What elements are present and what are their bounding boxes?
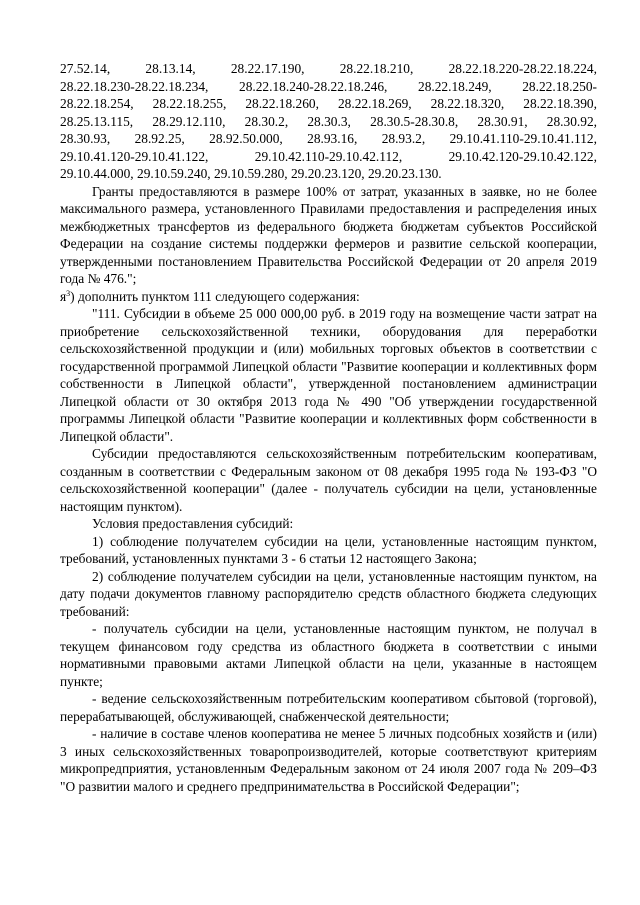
code-item: 28.22.18.250- — [522, 78, 597, 94]
code-item: 28.22.18.230-28.22.18.234, — [60, 78, 209, 94]
code-item: 28.22.18.240-28.22.18.246, — [239, 78, 388, 94]
condition-1: 1) соблюдение получателем субсидии на цели, установленные настоящим пунктом, требований, установленных пунктами 3 - 6 статьи 12 настоящего Закона; — [60, 533, 597, 566]
code-item: 28.30.93, — [60, 131, 111, 146]
grants-paragraph: Гранты предоставляются в размере 100% от затрат, указанных в заявке, но не более максимального размера, установленного Правилами предоставления и распределения иных межбюджетных трансфертов из федерального бюджета бюджетам субъектов Российской Федерации на создание системы поддержки фермеров и развитие сельской кооперации, утвержденными постановлением Правительства Российской Федерации от 20 апреля 2019 года № 476."; — [60, 183, 597, 286]
code-item: 28.22.18.249, — [418, 78, 492, 94]
amendment-line — [60, 288, 597, 306]
code-item: 28.22.18.255, — [152, 96, 227, 111]
code-item: 28.22.18.254, — [60, 96, 134, 111]
codes-line — [60, 113, 597, 131]
code-item: 28.30.3, — [307, 113, 351, 129]
code-item: 28.25.13.115, — [60, 113, 134, 129]
amendment-superscript: 3 — [66, 288, 71, 298]
condition-2: 2) соблюдение получателем субсидии на цели, установленные настоящим пунктом, на дату подачи документов главному распорядителю средств областного бюджета следующих требований: — [60, 568, 597, 619]
requirement-2: - ведение сельскохозяйственным потребительским кооперативом сбытовой (торговой), перерабатывающей, обслуживающей, снабженческой деятельности; — [60, 691, 597, 724]
code-item: 27.52.14, — [60, 61, 111, 76]
code-item: 28.30.5-28.30.8, — [370, 113, 459, 129]
code-item: 28.22.18.220-28.22.18.224, — [448, 61, 597, 76]
code-item: 29.10.42.120-29.10.42.122, — [448, 148, 597, 164]
item-111-paragraph: "111. Субсидии в объеме 25 000 000,00 руб. в 2019 году на возмещение части затрат на приобретение сельскохозяйственной техники, оборудования для переработки сельскохозяйственной продукции и (или) мобильных торговых объектов в соответствии с государственной программой Липецкой области "Развитие кооперации и коллективных форм собственности в Липецкой области", утвержденной постановлением администрации Липецкой области от 30 октября 2013 года № 490 "Об утверждении государственной программы Липецкой области "Развитие кооперации и коллективных форм собственности в Липецкой области". — [60, 306, 597, 444]
codes-line — [60, 60, 597, 78]
conditions-heading: Условия предоставления субсидий: — [92, 516, 294, 531]
requirement-1: - получатель субсидии на цели, установленные настоящим пунктом, не получал в текущем финансовом году средства из областного бюджета в соответствии с иными нормативными правовыми актами Липецкой области на цели, указанные в настоящем пункте; — [60, 621, 597, 689]
code-item: 28.92.50.000, — [209, 131, 283, 146]
code-item: 29.10.42.110-29.10.42.112, — [254, 148, 403, 164]
codes-line — [60, 95, 597, 113]
code-item: 29.10.41.110-29.10.41.112, — [449, 131, 597, 146]
code-item: 28.22.18.269, — [337, 96, 412, 111]
codes-line — [60, 148, 597, 166]
code-item: 28.30.91, — [477, 113, 528, 129]
code-item: 28.22.18.320, — [430, 96, 505, 111]
code-item: 28.30.92, — [546, 113, 597, 129]
code-item: 28.29.12.110, — [152, 113, 226, 129]
subsidies-paragraph: Субсидии предоставляются сельскохозяйственным потребительским кооперативам, созданным в соответствии с Федеральным законом от 08 декабря 1995 года № 193-ФЗ "О сельскохозяйственной кооперации" (далее - получатель субсидии на цели, установленные настоящим пунктом). — [60, 446, 597, 514]
code-item: 28.92.25, — [134, 131, 185, 146]
amendment-letter: я — [60, 288, 67, 304]
code-item: 29.10.41.120-29.10.41.122, — [60, 148, 209, 164]
code-item: 28.93.2, — [381, 131, 426, 146]
codes-line — [60, 130, 597, 148]
code-item: 28.22.17.190, — [230, 61, 305, 76]
document-page — [60, 60, 597, 795]
codes-line — [60, 78, 597, 96]
code-item: 28.30.2, — [244, 113, 289, 129]
code-item: 28.22.18.390, — [523, 96, 597, 111]
requirement-3: - наличие в составе членов кооператива не менее 5 личных подсобных хозяйств и (или) 3 иных сельскохозяйственных товаропроизводителей, которые соответствуют критериям микропредприятия, установленным Федеральным законом от 24 июля 2007 года № 209–ФЗ "О развитии малого и среднего предпринимательства в Российской Федерации"; — [60, 726, 597, 794]
okpd-codes-block — [60, 60, 597, 183]
amendment-text: ) дополнить пунктом 111 следующего содержания: — [70, 288, 360, 304]
code-item: 28.22.18.260, — [245, 96, 319, 111]
code-item: 28.13.14, — [145, 61, 196, 76]
code-item: 28.22.18.210, — [339, 61, 414, 76]
code-item: 29.10.44.000, 29.10.59.240, 29.10.59.280, 29.20.23.120, 29.20.23.130. — [60, 166, 442, 181]
code-item: 28.93.16, — [307, 131, 358, 146]
codes-line — [60, 165, 597, 183]
